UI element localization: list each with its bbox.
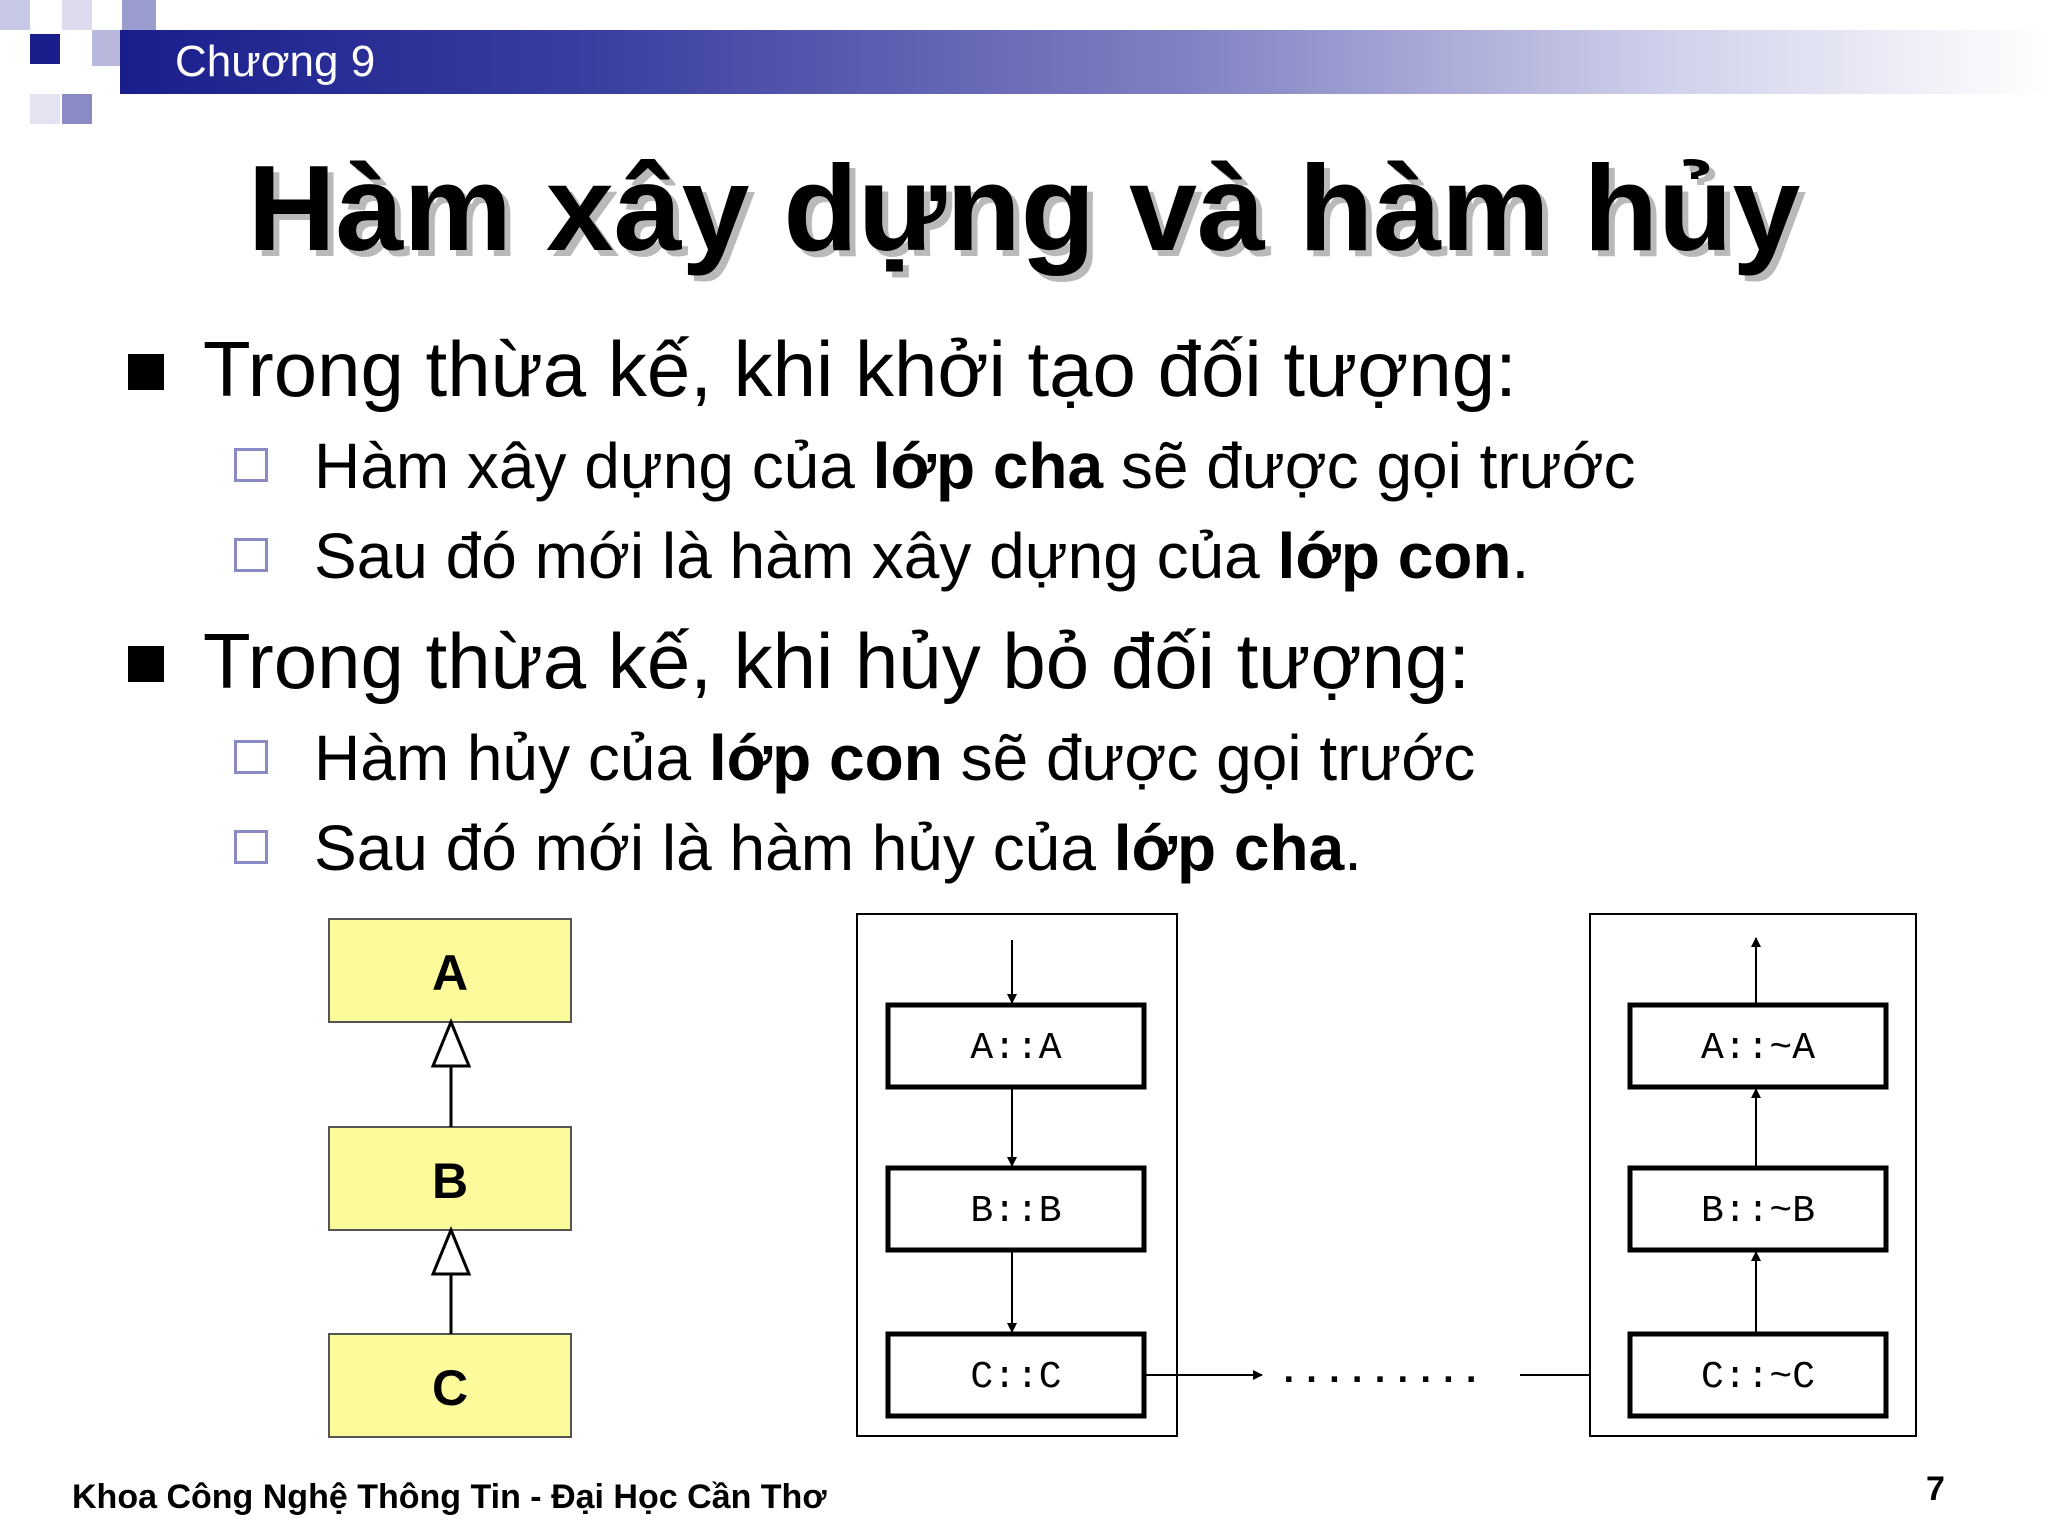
page-number: 7 bbox=[1926, 1470, 1945, 1508]
sub-bullet-text: Hàm hủy của lớp con sẽ được gọi trước bbox=[314, 722, 1476, 794]
class-label-c: C bbox=[431, 1360, 469, 1416]
bullet-text: Trong thừa kế, khi khởi tạo đối tượng: bbox=[203, 325, 1517, 413]
constructor-order-panel bbox=[857, 914, 1177, 1436]
sub-bullet-text: Sau đó mới là hàm xây dựng của lớp con. bbox=[314, 520, 1530, 592]
class-label-b: B bbox=[431, 1153, 469, 1209]
footer-org: Khoa Công Nghệ Thông Tin - Đại Học Cần Thơ bbox=[72, 1478, 827, 1516]
constructor-label-b: B::B bbox=[970, 1190, 1062, 1233]
slide-title: Hàm xây dựng và hàm hủy bbox=[247, 140, 1801, 276]
ellipsis-dots: ......... bbox=[1277, 1351, 1483, 1394]
bullet-text: Trong thừa kế, khi hủy bỏ đối tượng: bbox=[203, 617, 1471, 705]
constructor-label-c: C::C bbox=[970, 1356, 1062, 1399]
destructor-order-panel bbox=[1590, 914, 1916, 1436]
class-hierarchy bbox=[329, 919, 571, 1437]
class-label-a: A bbox=[431, 945, 469, 1001]
inheritance-arrow-icon bbox=[433, 1230, 469, 1274]
sub-bullet-text: Hàm xây dựng của lớp cha sẽ được gọi trước bbox=[314, 430, 1636, 502]
destructor-label-b: B::~B bbox=[1700, 1190, 1816, 1233]
destructor-label-a: A::~A bbox=[1700, 1027, 1816, 1070]
chapter-label: Chương 9 bbox=[175, 37, 376, 86]
constructor-label-a: A::A bbox=[970, 1027, 1062, 1070]
sub-bullet-text: Sau đó mới là hàm hủy của lớp cha. bbox=[314, 812, 1362, 884]
inheritance-arrow-icon bbox=[433, 1022, 469, 1066]
destructor-label-c: C::~C bbox=[1700, 1356, 1816, 1399]
